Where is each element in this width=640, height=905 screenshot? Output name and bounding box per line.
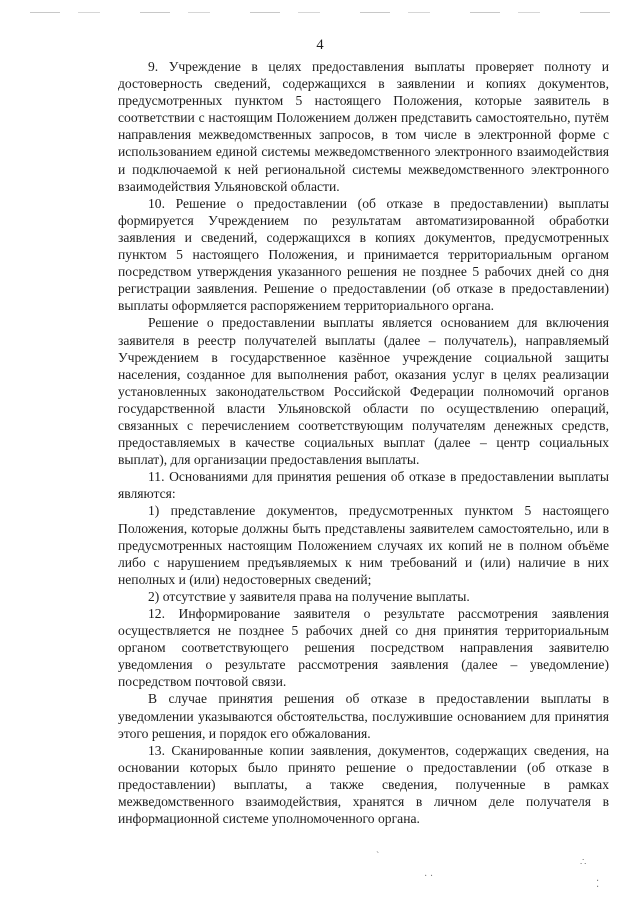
scan-speck: · · xyxy=(424,871,434,882)
scan-speck: ⁚ xyxy=(596,879,600,890)
paragraph-11: 11. Основаниями для принятия решения об отказе в предоставлении выплаты являются: xyxy=(118,469,609,502)
paragraph-10: 10. Решение о предоставлении (об отказе в предоставлении) выплаты формируется Учреждением по результатам автоматизированной обработки заявления и сведений, содержащихся в копиях документов, предусмотренных пунктом 5 настоящего Положения, и принимается территориальным органом посредством утверждения указанного решения не позднее 5 рабочих дней со дня регистрации заявления. Решение о предоставлении (об отказе в предоставлении) выплаты оформляется распоряжением территориального органа. xyxy=(118,195,609,314)
scan-speck: ` xyxy=(376,851,380,862)
paragraph-12: 12. Информирование заявителя о результате рассмотрения заявления осуществляется не позднее 5 рабочих дней со дня принятия территориальным органом соответствующего решения посредством направления заявителю уведомления о результате рассмотрения заявления (далее – уведомление) посредством почтовой связи. xyxy=(118,606,609,690)
scan-speck: ∴ xyxy=(580,857,587,868)
paragraph-13: 13. Сканированные копии заявления, документов, содержащих сведения, на основании которых было принято решение о предоставлении (об отказе в предоставлении) выплаты, а также сведения, полученные в рамках межведомственного взаимодействия, хранятся в личном деле получателя в информационной системе уполномоченного органа. xyxy=(118,742,609,827)
paragraph-9: 9. Учреждение в целях предоставления выплаты проверяет полноту и достоверность сведений, содержащихся в заявлении и копиях документов, предусмотренных пунктом 5 настоящего Положения, которые заявитель в соответствии с настоящим Положением должен представить самостоятельно, путём направления межведомственных запросов, в том числе в электронной форме с использованием единой системы межведомственного электронного взаимодействия и подключаемой к ней региональной системы межведомственного электронного взаимодействия Ульяновской области. xyxy=(118,59,609,194)
paragraph-11-item-2: 2) отсутствие у заявителя права на получение выплаты. xyxy=(148,588,470,604)
paragraph-10-continued: Решение о предоставлении выплаты является основанием для включения заявителя в реестр получателей выплаты (далее – получатель), направляемый Учреждением в государственное казённое учреждение социальной защиты населения, созданное для выполнения работ, оказания услуг в целях реализации установленных законодательством Российской Федерации полномочий органов государственной власти Ульяновской области по осуществлению операций, связанных с перечислением соответствующим получателям денежных средств, предоставляемых в качестве социальных выплат (далее – центр социальных выплат), для организации предоставления выплаты. xyxy=(118,315,609,468)
paragraph-12-continued: В случае принятия решения об отказе в предоставлении выплаты в уведомлении указываются обстоятельства, послужившие основанием для принятия этого решения, и порядок его обжалования. xyxy=(118,691,609,741)
paragraph-11-item-1: 1) представление документов, предусмотренных пунктом 5 настоящего Положения, которые должны быть представлены заявителем самостоятельно, или в предусмотренных настоящим Положением случаях их копий не в полном объёме либо с нарушением предъявляемых к ним требований и (или) наличие в них неполных и (или) недостоверных сведений; xyxy=(118,503,609,587)
scan-edge-line xyxy=(30,12,610,13)
page-number: 4 xyxy=(316,37,324,53)
document-body xyxy=(118,58,609,827)
